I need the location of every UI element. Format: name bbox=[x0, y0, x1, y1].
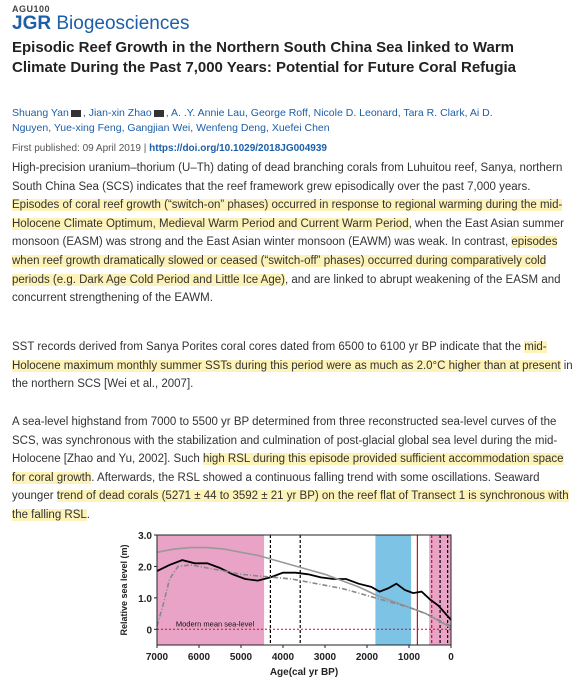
author-separator: , bbox=[82, 107, 89, 119]
paragraph-text: A sea-level highstand from 7000 to 5500 yr BP determined from three reconstructed sea-level curves of the SCS, was synchronous with the stabilization and culmination of post-glacial global sea level during the mid-Holocene [Zhao and Yu, 2002]. Such bbox=[12, 416, 558, 466]
author-line-1 bbox=[12, 106, 572, 121]
paragraph-text: SST records derived from Sanya Porites coral cores dated from 6500 to 6100 yr BP indicate that the bbox=[12, 341, 525, 353]
publication-meta bbox=[12, 143, 327, 154]
x-tick-label: 4000 bbox=[271, 652, 295, 663]
y-tick-label: 3.0 bbox=[138, 531, 152, 542]
y-tick-label: 2.0 bbox=[138, 562, 152, 574]
author-name[interactable]: George Roff bbox=[250, 107, 308, 119]
highlighted-text: trend of dead corals (5271 ± 44 to 3592 ± 21 yr BP) on the reef flat of Transect 1 is synchronous with the falling RSL bbox=[12, 490, 569, 521]
highlighted-text: Episodes of coral reef growth (“switch-on” phases) occurred in response to regional warming during the mid-Holocene Climate Optimum, Medieval Warm Period and Current Warm Period bbox=[12, 199, 563, 230]
journal-name-prefix: JGR bbox=[12, 13, 52, 34]
author-name[interactable]: A. .Y. Annie Lau bbox=[170, 107, 245, 119]
sea-level-chart bbox=[113, 527, 466, 680]
author-name[interactable]: Ai D. bbox=[469, 107, 493, 119]
x-tick-label: 5000 bbox=[229, 652, 253, 663]
author-separator: , bbox=[464, 107, 470, 119]
author-name[interactable]: Yue-xing Feng bbox=[53, 122, 122, 134]
paragraph-text: High-precision uranium–thorium (U–Th) dating of dead branching corals from Luhuitou reef, Sanya, northern South China Sea (SCS) indicates that the reef framework grew episodically over the past 7,000 years. bbox=[12, 162, 563, 193]
mean-sea-level-label: Modern mean sea-level bbox=[175, 619, 255, 629]
paragraph-text: . Afterwards, the RSL showed a continuous falling trend with some oscillations. Seaward younger bbox=[12, 471, 540, 503]
author-separator: , bbox=[121, 122, 128, 134]
paragraph-text: in the northern SCS [Wei et al., 2007]. bbox=[12, 359, 573, 391]
y-tick-label: 0 bbox=[146, 625, 152, 637]
author-name[interactable]: Nicole D. Leonard bbox=[313, 107, 398, 119]
author-separator: , bbox=[265, 122, 272, 134]
paragraph-text: , and are linked to abrupt weakening of the EASM and concurrent strengthening of the EAWM. bbox=[12, 273, 561, 305]
author-list bbox=[12, 106, 572, 136]
author-separator: , bbox=[190, 122, 197, 134]
publisher-logo: AGU100 bbox=[12, 4, 51, 14]
shaded-period bbox=[157, 535, 264, 645]
x-tick-label: 7000 bbox=[145, 652, 169, 663]
chart-svg bbox=[113, 527, 466, 680]
author-name[interactable]: Shuang Yan bbox=[12, 107, 69, 119]
paragraph-text: , when the East Asian summer monsoon (EASM) was strong and the East Asian winter monsoon (EAWM) was weak. In contrast, bbox=[12, 217, 564, 249]
x-axis-label: Age(cal yr BP) bbox=[269, 667, 339, 678]
highlighted-text: episodes when reef growth dramatically slowed or ceased (“switch-off” phases) occurred during comparatively cold periods (e.g. Dark Age Cold Period and Little Ice Age) bbox=[12, 236, 558, 286]
abstract-paragraph-2 bbox=[12, 338, 575, 394]
author-separator: , bbox=[307, 107, 314, 119]
author-name[interactable]: Tara R. Clark bbox=[403, 107, 465, 119]
x-tick-label: 3000 bbox=[313, 652, 337, 663]
article-title: Episodic Reef Growth in the Northern South China Sea linked to Warm Climate During the Past 7,000 Years: Potential for Future Coral Refugia bbox=[12, 39, 517, 76]
journal-logo[interactable] bbox=[12, 4, 189, 35]
author-name[interactable]: Nguyen bbox=[12, 122, 49, 134]
y-axis-label: Relative sea level (m) bbox=[119, 544, 129, 636]
meta-separator: | bbox=[140, 143, 150, 154]
email-icon[interactable] bbox=[154, 110, 164, 117]
x-tick-label: 1000 bbox=[397, 652, 421, 663]
y-tick-label: 1.0 bbox=[138, 593, 152, 605]
abstract-paragraph-1 bbox=[12, 159, 575, 308]
highlighted-text: high RSL during this episode provided sufficient accommodation space for coral growth bbox=[12, 453, 564, 484]
highlighted-text: mid-Holocene maximum monthly summer SSTs during this period were as much as 2.0°C higher than at present bbox=[12, 341, 561, 372]
author-separator: , bbox=[397, 107, 404, 119]
journal-name bbox=[12, 13, 189, 35]
author-name[interactable]: Wenfeng Deng bbox=[196, 122, 266, 134]
abstract-paragraph-3 bbox=[12, 413, 575, 525]
author-separator: , bbox=[244, 107, 251, 119]
email-icon[interactable] bbox=[71, 110, 81, 117]
x-tick-label: 0 bbox=[448, 652, 454, 663]
author-line-2 bbox=[12, 121, 572, 136]
author-name[interactable]: Xuefei Chen bbox=[271, 122, 330, 134]
author-name[interactable]: Jian-xin Zhao bbox=[88, 107, 152, 119]
published-date: First published: 09 April 2019 bbox=[12, 143, 141, 154]
author-separator: , bbox=[165, 107, 171, 119]
author-name[interactable]: Gangjian Wei bbox=[127, 122, 191, 134]
journal-name-rest: Biogeosciences bbox=[51, 13, 190, 34]
x-tick-label: 2000 bbox=[355, 652, 379, 663]
doi-link[interactable]: https://doi.org/10.1029/2018JG004939 bbox=[149, 143, 327, 154]
author-separator: , bbox=[48, 122, 54, 134]
x-tick-label: 6000 bbox=[187, 652, 211, 663]
paragraph-text: . bbox=[86, 508, 90, 521]
